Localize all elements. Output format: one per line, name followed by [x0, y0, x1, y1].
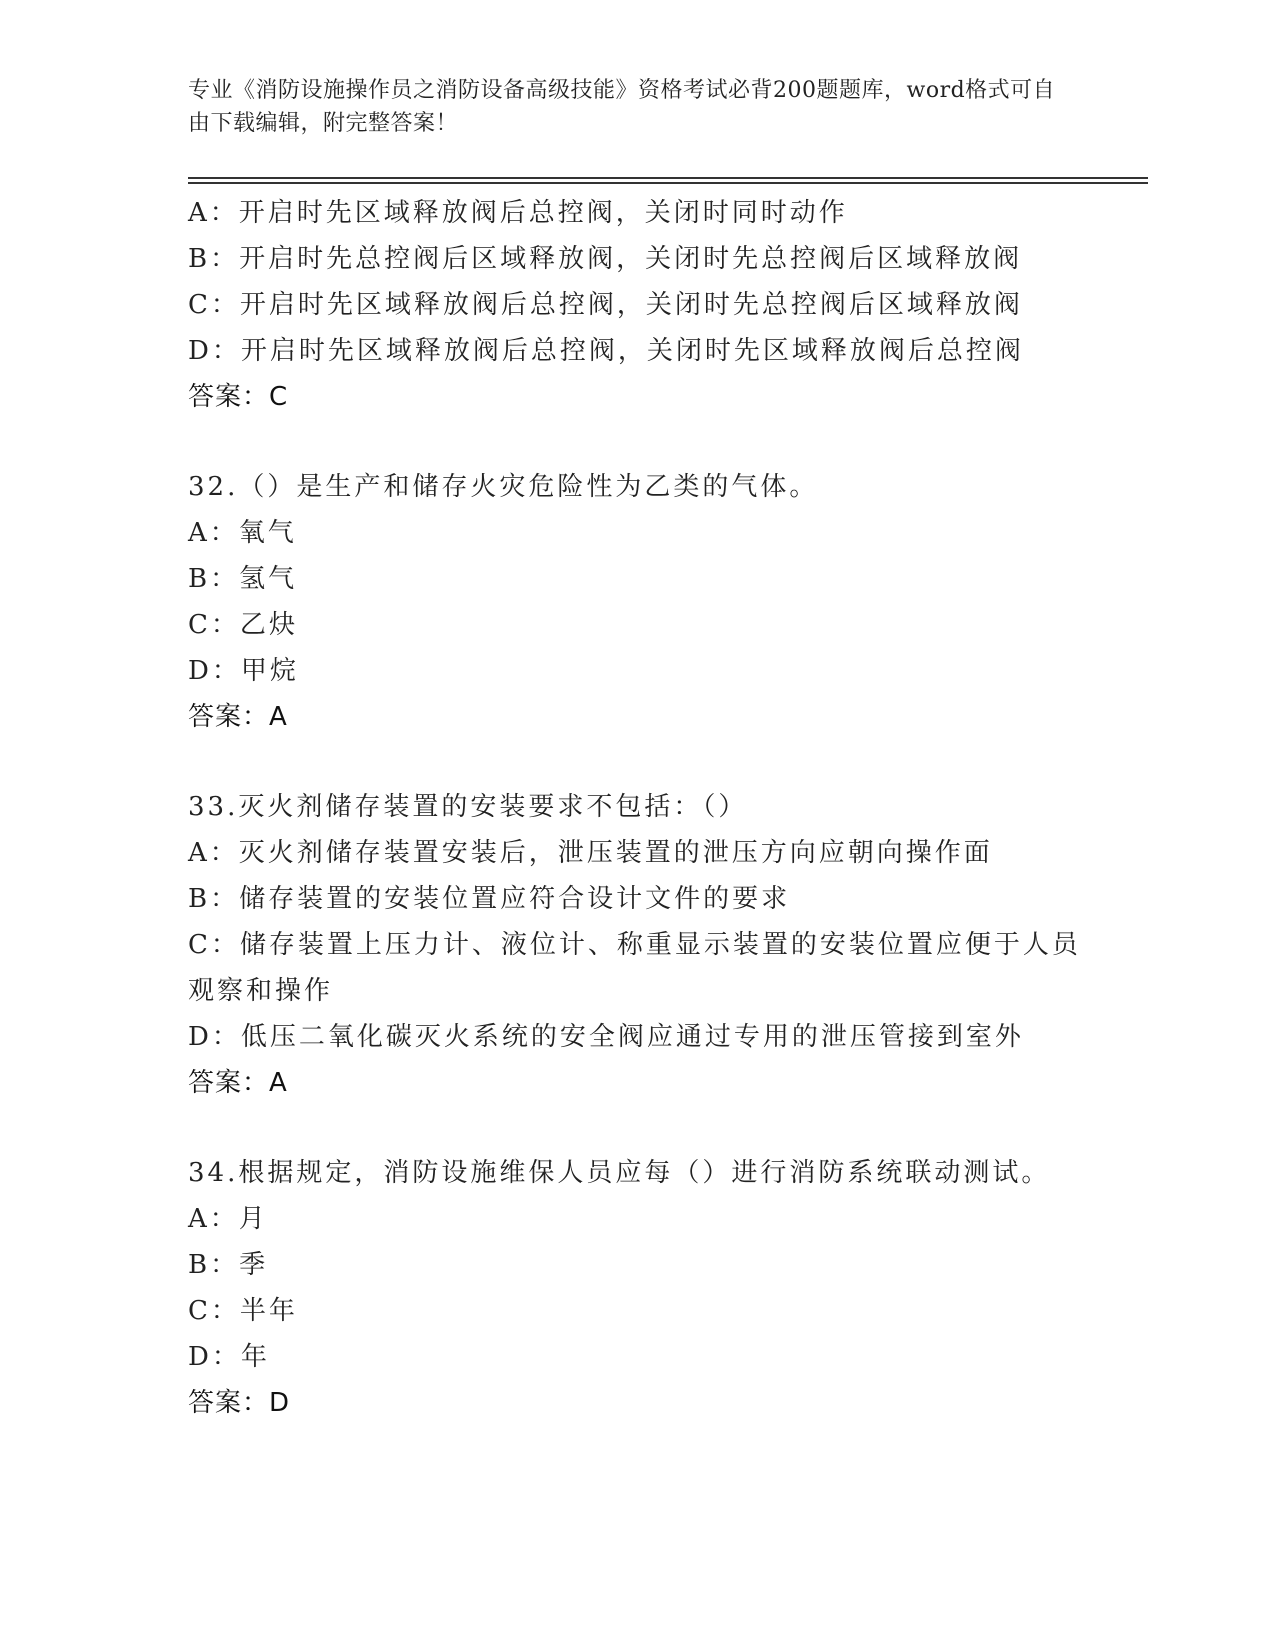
question-text: 32.（）是生产和储存火灾危险性为乙类的气体。 — [188, 472, 819, 502]
option-c: C：开启时先区域释放阀后总控阀，关闭时先总控阀后区域释放阀 — [188, 290, 1023, 320]
question-text: 33.灭火剂储存装置的安装要求不包括：（） — [188, 792, 748, 822]
option-d: D：甲烷 — [188, 656, 299, 686]
option-d: D：低压二氧化碳灭火系统的安全阀应通过专用的泄压管接到室外 — [188, 1022, 1024, 1052]
option-b: B：季 — [188, 1250, 269, 1280]
option-a: A：开启时先区域释放阀后总控阀，关闭时同时动作 — [188, 198, 848, 228]
header-divider-bottom — [188, 182, 1148, 184]
option-b: B：氢气 — [188, 564, 298, 594]
option-c: C：半年 — [188, 1296, 298, 1326]
option-c: C：乙炔 — [188, 610, 298, 640]
option-d: D：开启时先区域释放阀后总控阀，关闭时先区域释放阀后总控阀 — [188, 336, 1024, 366]
question-33 — [188, 784, 1088, 1106]
answer: 答案：A — [188, 702, 288, 732]
document-header: 专业《消防设施操作员之消防设备高级技能》资格考试必背200题题库，word格式可自由下载编辑，附完整答案！ — [188, 78, 1056, 136]
question-31 — [188, 190, 1088, 420]
question-content — [188, 190, 1088, 1426]
answer: 答案：C — [188, 382, 289, 412]
option-a: A：月 — [188, 1204, 268, 1234]
question-34 — [188, 1150, 1088, 1426]
question-text: 34.根据规定，消防设施维保人员应每（）进行消防系统联动测试。 — [188, 1158, 1051, 1188]
option-b: B：开启时先总控阀后区域释放阀，关闭时先总控阀后区域释放阀 — [188, 244, 1023, 274]
header-divider-top — [188, 177, 1148, 179]
option-c: C：储存装置上压力计、液位计、称重显示装置的安装位置应便于人员观察和操作 — [188, 930, 1081, 1006]
option-d: D：年 — [188, 1342, 270, 1372]
option-a: A：灭火剂储存装置安装后，泄压装置的泄压方向应朝向操作面 — [188, 838, 993, 868]
answer: 答案：D — [188, 1388, 291, 1418]
question-32 — [188, 464, 1088, 740]
option-a: A：氧气 — [188, 518, 297, 548]
option-b: B：储存装置的安装位置应符合设计文件的要求 — [188, 884, 791, 914]
answer: 答案：A — [188, 1068, 288, 1098]
